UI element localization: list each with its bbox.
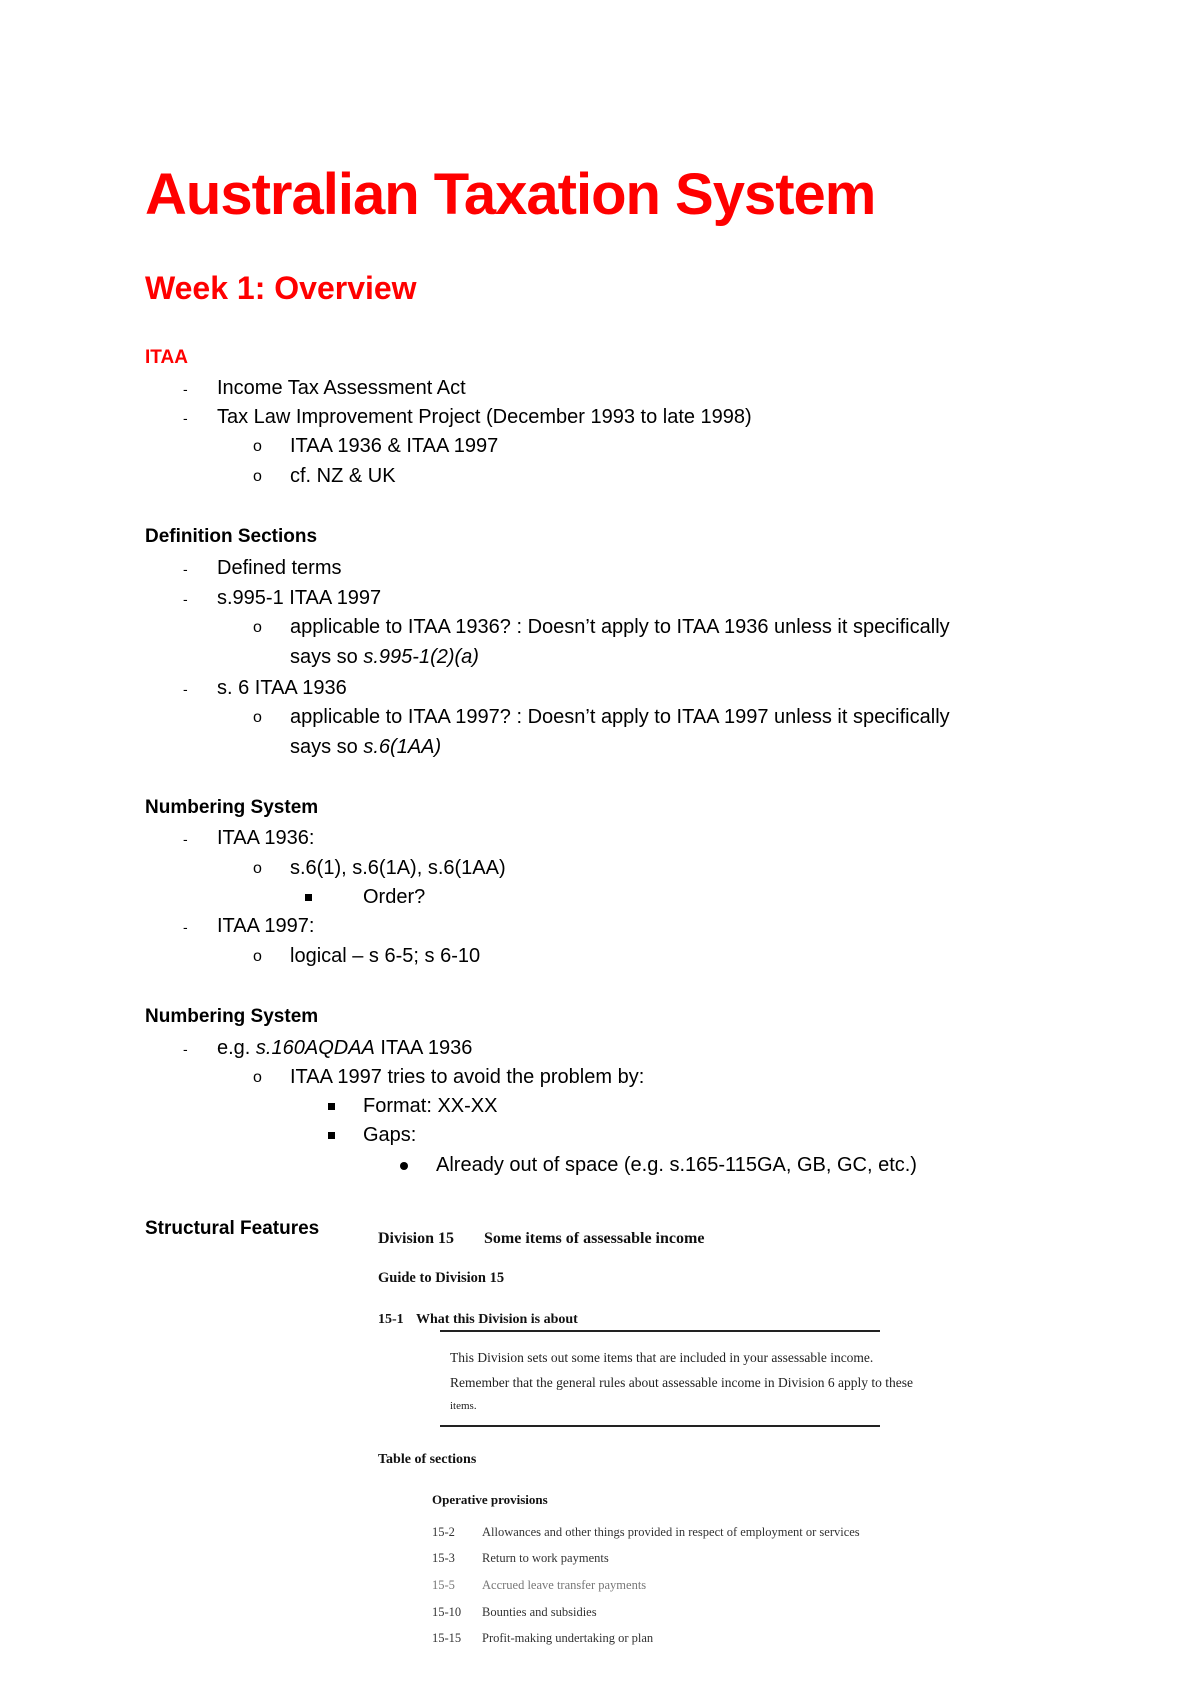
dash-bullet-icon: - — [183, 410, 188, 426]
list-item: ITAA 1936: — [217, 827, 315, 849]
section-heading-numbering: Numbering System — [145, 797, 319, 818]
section-title: What this Division is about — [416, 1312, 578, 1327]
toc-subheading: Operative provisions — [432, 1492, 548, 1507]
list-item: s. 6 ITAA 1936 — [217, 677, 347, 699]
document-title: Australian Taxation System — [145, 162, 876, 227]
list-item: ITAA 1997: — [217, 915, 315, 937]
dash-bullet-icon: - — [183, 919, 188, 935]
text-plain: says so — [290, 736, 364, 758]
guide-heading: Guide to Division 15 — [378, 1270, 505, 1286]
list-subitem: s.6(1), s.6(1A), s.6(1AA) — [290, 857, 506, 879]
list-subitem: ITAA 1997 tries to avoid the problem by: — [290, 1066, 645, 1088]
list-subsubsubitem: Already out of space (e.g. s.165-115GA, GB, GC, etc.) — [436, 1154, 917, 1176]
toc-entry: Return to work payments — [482, 1551, 609, 1565]
body-line: items. — [450, 1400, 477, 1412]
list-subitem: logical – s 6-5; s 6-10 — [290, 945, 481, 967]
list-subsubitem: Format: XX-XX — [363, 1095, 498, 1117]
circle-bullet-icon: o — [253, 948, 262, 965]
document-subtitle: Week 1: Overview — [145, 270, 417, 306]
list-subitem: ITAA 1936 & ITAA 1997 — [290, 435, 499, 457]
divider — [440, 1330, 880, 1332]
circle-bullet-icon: o — [253, 619, 262, 636]
list-item: Defined terms — [217, 557, 342, 579]
square-bullet-icon — [328, 1132, 335, 1139]
list-subsubitem: Gaps: — [363, 1124, 417, 1146]
body-line: Remember that the general rules about assessable income in Division 6 apply to these — [450, 1375, 914, 1390]
section-heading-structural: Structural Features — [145, 1218, 320, 1239]
toc-entry: Allowances and other things provided in respect of employment or services — [482, 1525, 860, 1539]
toc-number: 15-10 — [432, 1605, 462, 1619]
toc-number: 15-15 — [432, 1631, 462, 1645]
list-item: Income Tax Assessment Act — [217, 377, 466, 399]
text-plain: ITAA 1936 — [374, 1037, 473, 1059]
section-heading-definitions: Definition Sections — [145, 526, 318, 547]
list-item: Tax Law Improvement Project (December 1993 to late 1998) — [217, 406, 752, 428]
toc-entry: Accrued leave transfer payments — [482, 1578, 647, 1592]
dash-bullet-icon: - — [183, 681, 188, 697]
section-heading-itaa: ITAA — [145, 347, 188, 368]
section-number: 15-1 — [378, 1312, 404, 1327]
section-reference: s.6(1AA) — [363, 736, 442, 758]
circle-bullet-icon: o — [253, 860, 262, 877]
list-item: s.995-1 ITAA 1997 — [217, 587, 382, 609]
list-subitem-continuation — [290, 734, 441, 760]
disc-bullet-icon — [400, 1162, 408, 1170]
body-line: This Division sets out some items that are included in your assessable income. — [450, 1350, 874, 1365]
circle-bullet-icon: o — [253, 468, 262, 485]
dash-bullet-icon: - — [183, 561, 188, 577]
section-reference: s.160AQDAA — [255, 1037, 375, 1059]
toc-entry: Bounties and subsidies — [482, 1605, 597, 1619]
dash-bullet-icon: - — [183, 831, 188, 847]
dash-bullet-icon: - — [183, 591, 188, 607]
toc-number: 15-5 — [432, 1578, 455, 1592]
list-item — [217, 1035, 472, 1061]
dash-bullet-icon: - — [183, 381, 188, 397]
dash-bullet-icon: - — [183, 1041, 188, 1057]
list-subitem: applicable to ITAA 1936? : Doesn’t apply to ITAA 1936 unless it specifically — [290, 616, 950, 638]
list-subitem: applicable to ITAA 1997? : Doesn’t apply to ITAA 1997 unless it specifically — [290, 706, 950, 728]
circle-bullet-icon: o — [253, 709, 262, 726]
circle-bullet-icon: o — [253, 1069, 262, 1086]
section-heading-numbering: Numbering System — [145, 1006, 319, 1027]
divider — [440, 1425, 880, 1427]
circle-bullet-icon: o — [253, 438, 262, 455]
list-subsubitem: Order? — [363, 886, 426, 908]
square-bullet-icon — [328, 1103, 335, 1110]
division-number: Division 15 — [378, 1230, 455, 1247]
division-title: Some items of assessable income — [484, 1230, 705, 1247]
toc-number: 15-3 — [432, 1551, 455, 1565]
section-reference: s.995-1(2)(a) — [363, 646, 479, 668]
square-bullet-icon — [305, 894, 312, 901]
toc-entry: Profit-making undertaking or plan — [482, 1631, 654, 1645]
list-subitem-continuation — [290, 644, 479, 670]
list-subitem: cf. NZ & UK — [290, 465, 396, 487]
statute-excerpt-image — [370, 1220, 990, 1660]
text-plain: e.g. — [217, 1037, 256, 1059]
text-plain: says so — [290, 646, 364, 668]
toc-heading: Table of sections — [378, 1452, 477, 1467]
toc-number: 15-2 — [432, 1525, 455, 1539]
